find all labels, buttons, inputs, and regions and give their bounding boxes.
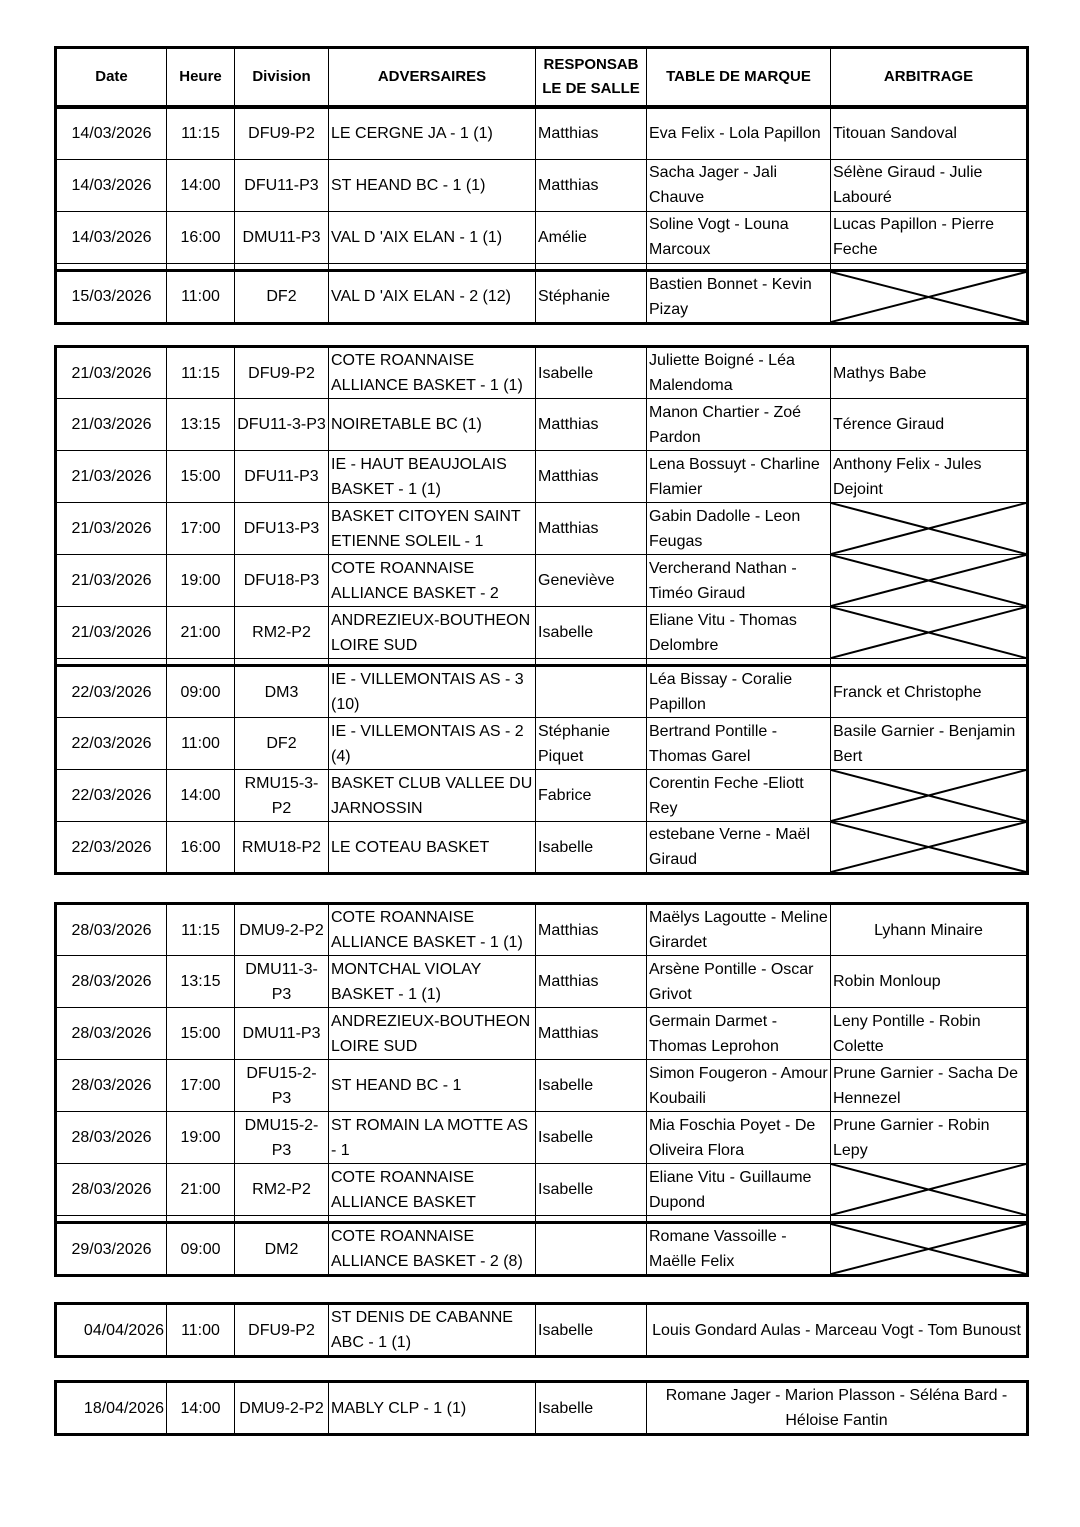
schedule-block-5	[54, 1380, 1029, 1436]
separator-cell	[831, 659, 1028, 666]
adversaires-cell: IE - VILLEMONTAIS AS - 3 (10)	[329, 666, 536, 718]
arbitrage-cell: Prune Garnier - Robin Lepy	[831, 1112, 1028, 1164]
division-cell: DFU9-P2	[235, 1304, 329, 1357]
date-cell: 28/03/2026	[56, 1008, 167, 1060]
date-cell: 21/03/2026	[56, 347, 167, 399]
cross-mark-icon	[831, 822, 1026, 872]
division-cell: DMU11-P3	[235, 211, 329, 263]
responsable-cell: Fabrice	[536, 770, 647, 822]
heure-cell: 19:00	[167, 555, 235, 607]
separator-cell	[536, 1216, 647, 1223]
date-cell: 21/03/2026	[56, 555, 167, 607]
division-cell: RM2-P2	[235, 607, 329, 659]
division-cell: DMU11-3-P3	[235, 956, 329, 1008]
schedule-block-2	[54, 345, 1029, 875]
match-row	[56, 555, 1028, 607]
match-row	[56, 159, 1028, 211]
arbitrage-cell: Titouan Sandoval	[831, 107, 1028, 159]
header-row	[56, 48, 1028, 108]
heure-cell: 09:00	[167, 1223, 235, 1276]
date-cell: 21/03/2026	[56, 451, 167, 503]
adversaires-cell: VAL D 'AIX ELAN - 2 (12)	[329, 270, 536, 323]
match-row	[56, 607, 1028, 659]
heure-cell: 11:00	[167, 270, 235, 323]
match-row	[56, 347, 1028, 399]
responsable-cell: Isabelle	[536, 1304, 647, 1357]
heure-cell: 21:00	[167, 607, 235, 659]
header-arbitrage: ARBITRAGE	[831, 48, 1028, 108]
adversaires-cell: ST DENIS DE CABANNE ABC - 1 (1)	[329, 1304, 536, 1357]
match-row	[56, 1008, 1028, 1060]
division-cell: DFU13-P3	[235, 503, 329, 555]
division-cell: DM3	[235, 666, 329, 718]
adversaires-cell: BASKET CITOYEN SAINT ETIENNE SOLEIL - 1	[329, 503, 536, 555]
date-cell: 21/03/2026	[56, 607, 167, 659]
match-row	[56, 1382, 1028, 1435]
arbitrage-cell: Mathys Babe	[831, 347, 1028, 399]
heure-cell: 14:00	[167, 1382, 235, 1435]
responsable-cell: Isabelle	[536, 1060, 647, 1112]
schedule-block-1	[54, 46, 1029, 325]
heure-cell: 11:00	[167, 1304, 235, 1357]
row-separator	[56, 659, 1028, 666]
match-row	[56, 666, 1028, 718]
responsable-cell: Isabelle	[536, 607, 647, 659]
date-cell: 22/03/2026	[56, 822, 167, 874]
cross-mark-icon	[831, 1164, 1026, 1215]
adversaires-cell: VAL D 'AIX ELAN - 1 (1)	[329, 211, 536, 263]
arbitrage-cell: Sélène Giraud - Julie Labouré	[831, 159, 1028, 211]
division-cell: DMU11-P3	[235, 1008, 329, 1060]
adversaires-cell: MABLY CLP - 1 (1)	[329, 1382, 536, 1435]
arbitrage-crossed-out	[831, 822, 1028, 874]
separator-cell	[329, 263, 536, 270]
division-cell: DF2	[235, 718, 329, 770]
adversaires-cell: ANDREZIEUX-BOUTHEON LOIRE SUD	[329, 607, 536, 659]
division-cell: DFU18-P3	[235, 555, 329, 607]
table-de-marque-cell: Eliane Vitu - Thomas Delombre	[647, 607, 831, 659]
division-cell: DMU9-2-P2	[235, 1382, 329, 1435]
header-heure: Heure	[167, 48, 235, 108]
adversaires-cell: ANDREZIEUX-BOUTHEON LOIRE SUD	[329, 1008, 536, 1060]
date-cell: 28/03/2026	[56, 904, 167, 956]
heure-cell: 11:15	[167, 904, 235, 956]
table-de-marque-cell: Eva Felix - Lola Papillon	[647, 107, 831, 159]
date-cell: 28/03/2026	[56, 1112, 167, 1164]
table-de-marque-cell: Sacha Jager - Jali Chauve	[647, 159, 831, 211]
arbitrage-cell: Lucas Papillon - Pierre Feche	[831, 211, 1028, 263]
cross-mark-icon	[831, 503, 1026, 554]
cross-mark-icon	[831, 607, 1026, 658]
date-cell: 22/03/2026	[56, 770, 167, 822]
responsable-cell: Isabelle	[536, 1112, 647, 1164]
arbitrage-cell: Basile Garnier - Benjamin Bert	[831, 718, 1028, 770]
adversaires-cell: COTE ROANNAISE ALLIANCE BASKET - 2 (8)	[329, 1223, 536, 1276]
heure-cell: 19:00	[167, 1112, 235, 1164]
responsable-cell: Isabelle	[536, 1164, 647, 1216]
separator-cell	[647, 263, 831, 270]
heure-cell: 11:00	[167, 718, 235, 770]
division-cell: DFU11-P3	[235, 451, 329, 503]
match-row	[56, 1223, 1028, 1276]
arbitrage-cell: Franck et Christophe	[831, 666, 1028, 718]
division-cell: DFU11-3-P3	[235, 399, 329, 451]
separator-cell	[235, 1216, 329, 1223]
table-de-marque-cell: Lena Bossuyt - Charline Flamier	[647, 451, 831, 503]
heure-cell: 15:00	[167, 451, 235, 503]
header-division: Division	[235, 48, 329, 108]
arbitrage-crossed-out	[831, 503, 1028, 555]
responsable-cell: Matthias	[536, 107, 647, 159]
division-cell: DM2	[235, 1223, 329, 1276]
responsable-cell	[536, 1223, 647, 1276]
schedule-block-3	[54, 902, 1029, 1277]
responsable-cell: Matthias	[536, 904, 647, 956]
division-cell: DMU9-2-P2	[235, 904, 329, 956]
header-responsable: RESPONSABLE DE SALLE	[536, 48, 647, 108]
separator-cell	[831, 1216, 1028, 1223]
match-row	[56, 1060, 1028, 1112]
responsable-cell: Stéphanie Piquet	[536, 718, 647, 770]
match-row	[56, 822, 1028, 874]
arbitrage-crossed-out	[831, 555, 1028, 607]
arbitrage-cell: Prune Garnier - Sacha De Hennezel	[831, 1060, 1028, 1112]
heure-cell: 15:00	[167, 1008, 235, 1060]
match-row	[56, 107, 1028, 159]
match-row	[56, 956, 1028, 1008]
arbitrage-cell: Térence Giraud	[831, 399, 1028, 451]
adversaires-cell: ST HEAND BC - 1 (1)	[329, 159, 536, 211]
table-de-marque-cell: Soline Vogt - Louna Marcoux	[647, 211, 831, 263]
arbitrage-crossed-out	[831, 1164, 1028, 1216]
header-date: Date	[56, 48, 167, 108]
responsable-cell: Isabelle	[536, 347, 647, 399]
date-cell: 21/03/2026	[56, 399, 167, 451]
table-de-marque-cell: Romane Vassoille - Maëlle Felix	[647, 1223, 831, 1276]
date-cell: 22/03/2026	[56, 666, 167, 718]
heure-cell: 21:00	[167, 1164, 235, 1216]
heure-cell: 16:00	[167, 822, 235, 874]
division-cell: RM2-P2	[235, 1164, 329, 1216]
match-row	[56, 770, 1028, 822]
arbitrage-crossed-out	[831, 607, 1028, 659]
heure-cell: 13:15	[167, 399, 235, 451]
cross-mark-icon	[831, 770, 1026, 821]
cross-mark-icon	[831, 555, 1026, 606]
table-de-marque-cell: Corentin Feche -Eliott Rey	[647, 770, 831, 822]
heure-cell: 14:00	[167, 770, 235, 822]
adversaires-cell: COTE ROANNAISE ALLIANCE BASKET - 1 (1)	[329, 904, 536, 956]
separator-cell	[329, 1216, 536, 1223]
date-cell: 18/04/2026	[56, 1382, 167, 1435]
date-cell: 22/03/2026	[56, 718, 167, 770]
heure-cell: 13:15	[167, 956, 235, 1008]
division-cell: DF2	[235, 270, 329, 323]
arbitrage-cell: Anthony Felix - Jules Dejoint	[831, 451, 1028, 503]
division-cell: DFU11-P3	[235, 159, 329, 211]
row-separator	[56, 263, 1028, 270]
responsable-cell: Isabelle	[536, 1382, 647, 1435]
adversaires-cell: LE CERGNE JA - 1 (1)	[329, 107, 536, 159]
separator-cell	[831, 263, 1028, 270]
table-de-marque-cell: Mia Foschia Poyet - De Oliveira Flora	[647, 1112, 831, 1164]
separator-cell	[167, 263, 235, 270]
adversaires-cell: IE - HAUT BEAUJOLAIS BASKET - 1 (1)	[329, 451, 536, 503]
adversaires-cell: MONTCHAL VIOLAY BASKET - 1 (1)	[329, 956, 536, 1008]
heure-cell: 17:00	[167, 1060, 235, 1112]
responsable-cell: Geneviève	[536, 555, 647, 607]
heure-cell: 09:00	[167, 666, 235, 718]
arbitrage-cell: Lyhann Minaire	[831, 904, 1028, 956]
separator-cell	[235, 659, 329, 666]
date-cell: 14/03/2026	[56, 159, 167, 211]
responsable-cell: Matthias	[536, 1008, 647, 1060]
table-de-marque-cell: Arsène Pontille - Oscar Grivot	[647, 956, 831, 1008]
match-row	[56, 1164, 1028, 1216]
match-row	[56, 211, 1028, 263]
division-cell: RMU18-P2	[235, 822, 329, 874]
adversaires-cell: ST HEAND BC - 1	[329, 1060, 536, 1112]
cross-mark-icon	[831, 1224, 1026, 1274]
table-de-marque-cell: Simon Fougeron - Amour Koubaili	[647, 1060, 831, 1112]
table-de-marque-cell: Manon Chartier - Zoé Pardon	[647, 399, 831, 451]
division-cell: RMU15-3-P2	[235, 770, 329, 822]
table-de-marque-cell: Germain Darmet - Thomas Leprohon	[647, 1008, 831, 1060]
adversaires-cell: NOIRETABLE BC (1)	[329, 399, 536, 451]
date-cell: 29/03/2026	[56, 1223, 167, 1276]
adversaires-cell: BASKET CLUB VALLEE DU JARNOSSIN	[329, 770, 536, 822]
arbitrage-cell: Robin Monloup	[831, 956, 1028, 1008]
match-row	[56, 718, 1028, 770]
date-cell: 28/03/2026	[56, 956, 167, 1008]
separator-cell	[647, 1216, 831, 1223]
adversaires-cell: IE - VILLEMONTAIS AS - 2 (4)	[329, 718, 536, 770]
match-row	[56, 904, 1028, 956]
table-de-marque-cell: Gabin Dadolle - Leon Feugas	[647, 503, 831, 555]
date-cell: 14/03/2026	[56, 211, 167, 263]
adversaires-cell: COTE ROANNAISE ALLIANCE BASKET - 2	[329, 555, 536, 607]
match-row	[56, 399, 1028, 451]
table-de-marque-cell: Bertrand Pontille - Thomas Garel	[647, 718, 831, 770]
separator-cell	[536, 659, 647, 666]
match-row	[56, 1304, 1028, 1357]
table-de-marque-cell: Léa Bissay - Coralie Papillon	[647, 666, 831, 718]
table-de-marque-cell: Vercherand Nathan - Timéo Giraud	[647, 555, 831, 607]
division-cell: DFU15-2-P3	[235, 1060, 329, 1112]
separator-cell	[167, 659, 235, 666]
heure-cell: 11:15	[167, 107, 235, 159]
heure-cell: 16:00	[167, 211, 235, 263]
arbitrage-cell: Leny Pontille - Robin Colette	[831, 1008, 1028, 1060]
date-cell: 14/03/2026	[56, 107, 167, 159]
division-cell: DFU9-P2	[235, 107, 329, 159]
heure-cell: 14:00	[167, 159, 235, 211]
responsable-cell	[536, 666, 647, 718]
division-cell: DFU9-P2	[235, 347, 329, 399]
table-de-marque-cell: Louis Gondard Aulas - Marceau Vogt - Tom Bunoust	[647, 1304, 1028, 1357]
arbitrage-crossed-out	[831, 770, 1028, 822]
table-de-marque-cell: estebane Verne - Maël Giraud	[647, 822, 831, 874]
table-de-marque-cell: Romane Jager - Marion Plasson - Séléna Bard - Héloise Fantin	[647, 1382, 1028, 1435]
date-cell: 21/03/2026	[56, 503, 167, 555]
heure-cell: 11:15	[167, 347, 235, 399]
adversaires-cell: LE COTEAU BASKET	[329, 822, 536, 874]
separator-cell	[167, 1216, 235, 1223]
cross-mark-icon	[831, 272, 1026, 322]
match-row	[56, 451, 1028, 503]
responsable-cell: Matthias	[536, 503, 647, 555]
separator-cell	[329, 659, 536, 666]
responsable-cell: Amélie	[536, 211, 647, 263]
date-cell: 28/03/2026	[56, 1060, 167, 1112]
row-separator	[56, 1216, 1028, 1223]
separator-cell	[56, 263, 167, 270]
arbitrage-crossed-out	[831, 1223, 1028, 1276]
date-cell: 04/04/2026	[56, 1304, 167, 1357]
adversaires-cell: COTE ROANNAISE ALLIANCE BASKET - 1 (1)	[329, 347, 536, 399]
match-row	[56, 503, 1028, 555]
separator-cell	[56, 1216, 167, 1223]
division-cell: DMU15-2-P3	[235, 1112, 329, 1164]
adversaires-cell: ST ROMAIN LA MOTTE AS - 1	[329, 1112, 536, 1164]
match-row	[56, 270, 1028, 323]
responsable-cell: Matthias	[536, 159, 647, 211]
separator-cell	[56, 659, 167, 666]
adversaires-cell: COTE ROANNAISE ALLIANCE BASKET	[329, 1164, 536, 1216]
table-de-marque-cell: Eliane Vitu - Guillaume Dupond	[647, 1164, 831, 1216]
responsable-cell: Stéphanie	[536, 270, 647, 323]
date-cell: 28/03/2026	[56, 1164, 167, 1216]
responsable-cell: Matthias	[536, 451, 647, 503]
schedule-block-4	[54, 1302, 1029, 1358]
separator-cell	[235, 263, 329, 270]
responsable-cell: Isabelle	[536, 822, 647, 874]
table-de-marque-cell: Maëlys Lagoutte - Meline Girardet	[647, 904, 831, 956]
responsable-cell: Matthias	[536, 399, 647, 451]
heure-cell: 17:00	[167, 503, 235, 555]
table-de-marque-cell: Juliette Boigné - Léa Malendoma	[647, 347, 831, 399]
date-cell: 15/03/2026	[56, 270, 167, 323]
responsable-cell: Matthias	[536, 956, 647, 1008]
arbitrage-crossed-out	[831, 270, 1028, 323]
match-row	[56, 1112, 1028, 1164]
header-adversaires: ADVERSAIRES	[329, 48, 536, 108]
header-table-de-marque: TABLE DE MARQUE	[647, 48, 831, 108]
table-de-marque-cell: Bastien Bonnet - Kevin Pizay	[647, 270, 831, 323]
separator-cell	[647, 659, 831, 666]
separator-cell	[536, 263, 647, 270]
